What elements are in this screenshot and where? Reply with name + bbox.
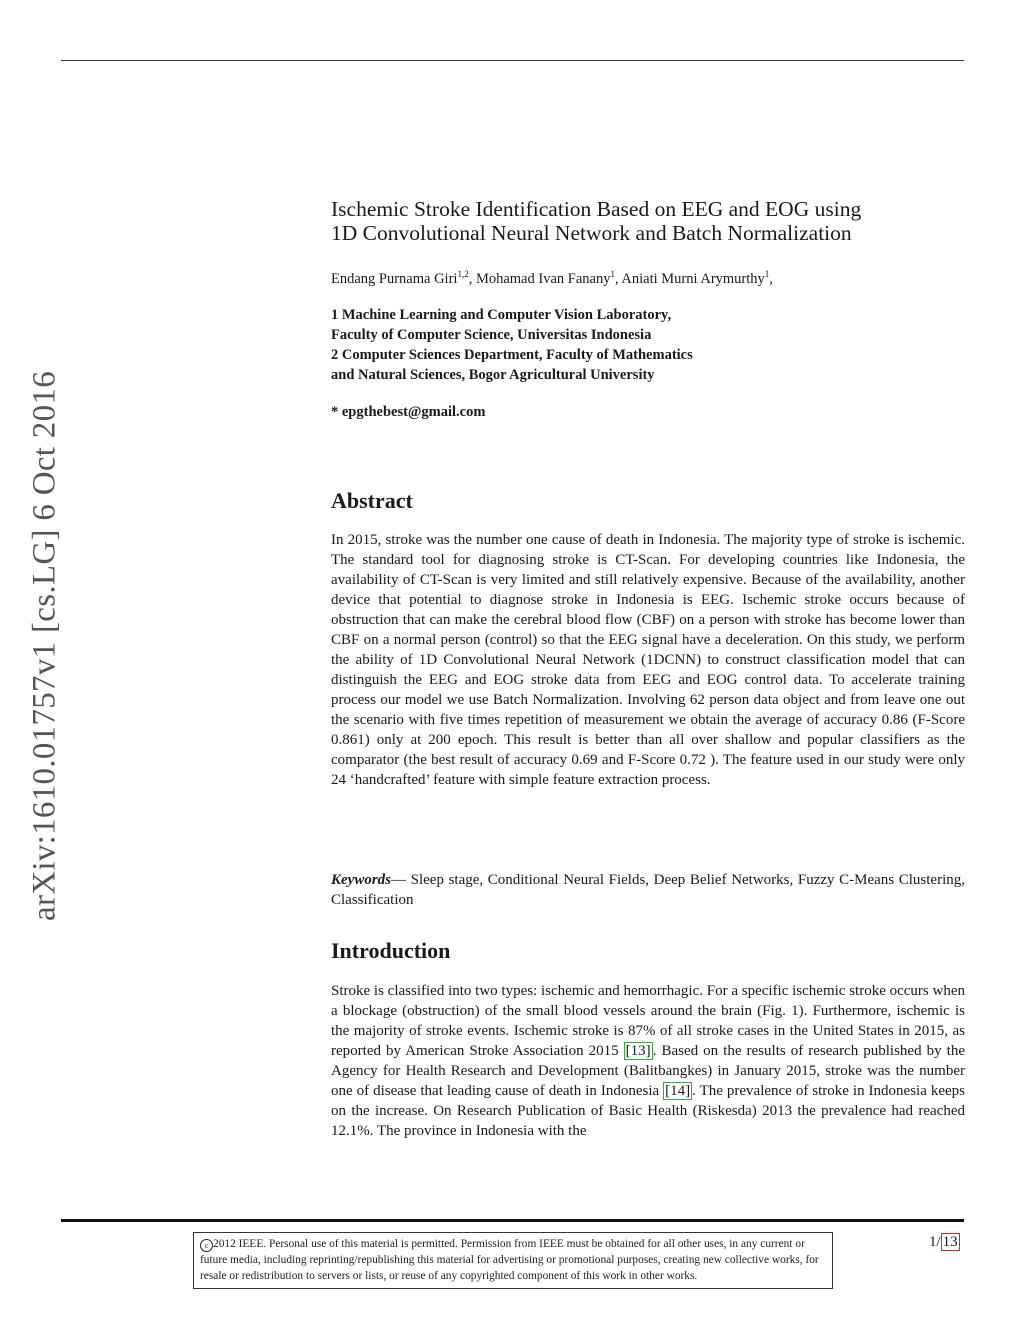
keywords-label: Keywords (331, 872, 391, 888)
introduction-heading: Introduction (331, 938, 451, 963)
keywords (331, 870, 965, 910)
author-2-affil: 1 (610, 269, 615, 279)
page-current: 1/ (929, 1234, 941, 1250)
keywords-dash: — (391, 872, 411, 888)
affiliation-line: and Natural Sciences, Bogor Agricultural University (331, 367, 655, 383)
abstract-text: In 2015, stroke was the number one cause of death in Indonesia. The majority type of stroke is ischemic. The standard tool for diagnosing stroke is CT-Scan. For developing countries like Indonesia, the availability of CT-Scan is very limited and still relatively expensive. Because of the availability, another device that potential to diagnose stroke in Indonesia is EEG. Ischemic stroke occurs because of obstruction that can make the cerebral blood flow (CBF) on a person with stroke has become lower than CBF on a normal person (control) so that the EEG signal have a deceleration. On this study, we perform the ability of 1D Convolutional Neural Network (1DCNN) to construct classification model that can distinguish the EEG and EOG stroke data from EEG and EOG control data. To accelerate training process our model we use Batch Normalization. Involving 62 person data object and from leave one out the scenario with five times repetition of measurement we obtain the average of accuracy 0.86 (F-Score 0.861) only at 200 epoch. This result is better than all over shallow and popular classifiers as the comparator (the best result of accuracy 0.69 and F-Score 0.72 ). The feature used in our study were only 24 ‘handcrafted’ feature with simple feature extraction process. (331, 532, 965, 788)
introduction-text (331, 981, 965, 1141)
author-3: , Aniati Murni Arymurthy (614, 270, 765, 287)
author-list (331, 265, 965, 288)
affiliation-line: 2 Computer Sciences Department, Faculty of Mathematics (331, 347, 693, 363)
copyright-notice (193, 1232, 833, 1289)
copyright-icon: c (200, 1239, 213, 1252)
page-total-link[interactable]: 13 (942, 1234, 958, 1250)
abstract-heading: Abstract (331, 488, 413, 513)
author-2: , Mohamad Ivan Fanany (468, 270, 611, 287)
contact-email: * epgthebest@gmail.com (331, 404, 486, 420)
affiliation-line: 1 Machine Learning and Computer Vision Laboratory, (331, 307, 672, 323)
affiliations (331, 305, 965, 385)
copyright-text: 2012 IEEE. Personal use of this material is permitted. Permission from IEEE must be obtained for all other uses, in any current or future media, including reprinting/republishing this material for advertising or promotional purposes, creating new collective works, for resale or redistribution to servers or lists, or reuse of any copyrighted component of this work in other works. (200, 1238, 819, 1282)
author-1-affil: 1,2 (457, 269, 469, 279)
citation-link-14[interactable]: [14] (665, 1083, 691, 1099)
bottom-rule (61, 1219, 964, 1222)
intro-part-1: Stroke is classified into two types: ischemic and hemorrhagic. For a specific ischemic stroke occurs when a blockage (obstruction) of the small blood vessels around the brain (Fig. 1). Furthermore, ischemic is the majority of stroke events. Ischemic stroke is 87% of all stroke cases in the United States in 2015, as reported by American Stroke Association 2015 (331, 983, 965, 1059)
intro-part-2: . Based on the results of research published by the Agency for Health Research and Development (Balitbangkes) in January 2015, stroke was the number one of disease that leading cause of death in Indonesia (331, 1043, 965, 1099)
top-rule (61, 60, 964, 61)
affiliation-line: Faculty of Computer Science, Universitas Indonesia (331, 327, 652, 343)
paper-title (331, 197, 965, 245)
title-line-2: 1D Convolutional Neural Network and Batch Normalization (331, 221, 852, 245)
citation-link-13[interactable]: [13] (625, 1043, 651, 1059)
author-1: Endang Purnama Giri (331, 270, 458, 287)
title-line-1: Ischemic Stroke Identification Based on EEG and EOG using (331, 197, 862, 221)
intro-part-3: . The prevalence of stroke in Indonesia keeps on the increase. On Research Publication of Basic Health (Riskesda) 2013 the prevalence had reached 12.1%. The province in Indonesia with the (331, 1083, 965, 1139)
arxiv-stamp: arXiv:1610.01757v1 [cs.LG] 6 Oct 2016 (26, 370, 63, 922)
keywords-text: Sleep stage, Conditional Neural Fields, Deep Belief Networks, Fuzzy C-Means Clustering, Classification (331, 872, 966, 908)
author-list-tail: , (769, 270, 773, 287)
page-number (929, 1234, 960, 1251)
author-3-affil: 1 (764, 269, 770, 279)
